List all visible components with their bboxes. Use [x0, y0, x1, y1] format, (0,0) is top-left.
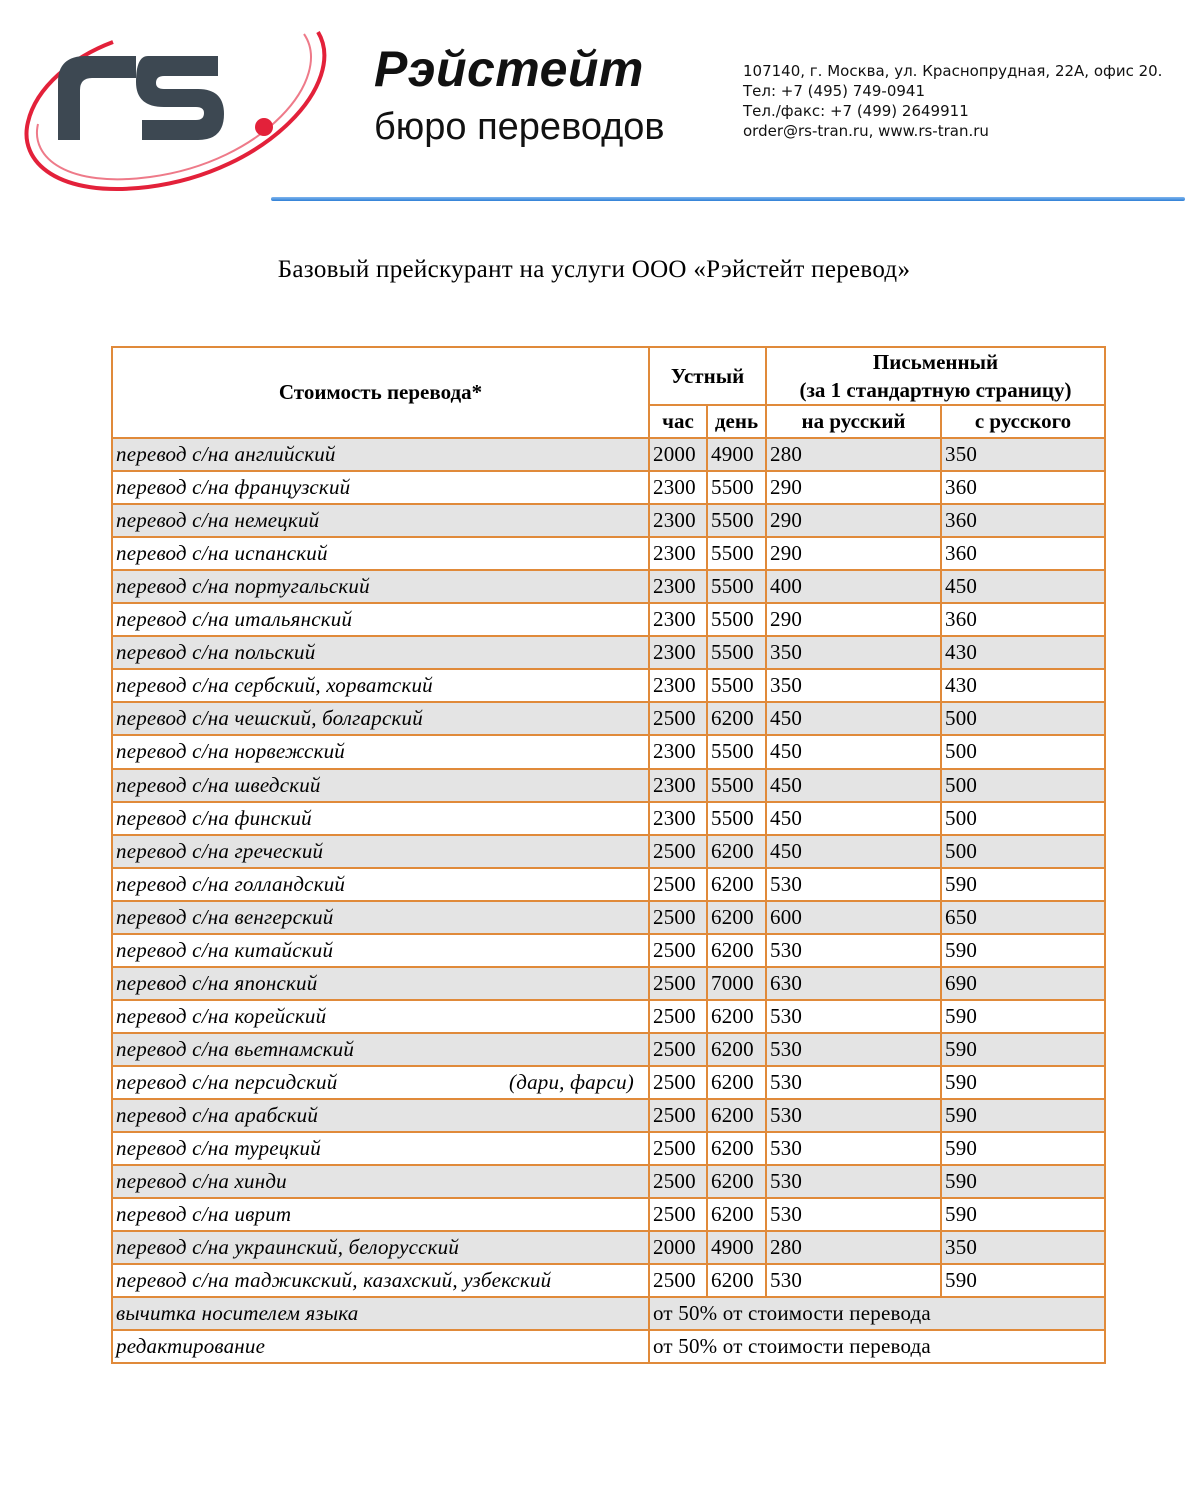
language-cell [112, 603, 649, 636]
price-to-russian: 450 [766, 735, 941, 768]
price-from-russian: 450 [941, 570, 1105, 603]
language-note: (дари, фарси) [509, 1069, 634, 1094]
language-label: перевод с/на польский [116, 640, 316, 665]
language-cell [112, 769, 649, 802]
price-day: 6200 [707, 1165, 766, 1198]
price-to-russian: 530 [766, 1099, 941, 1132]
language-cell [112, 1099, 649, 1132]
price-hour: 2300 [649, 504, 707, 537]
language-label: перевод с/на испанский [116, 541, 328, 566]
language-label: перевод с/на украинский, белорусский [116, 1235, 460, 1260]
price-hour: 2500 [649, 835, 707, 868]
document-title: Базовый прейскурант на услуги ООО «Рэйстейт перевод» [277, 256, 911, 283]
price-from-russian: 350 [941, 1231, 1105, 1264]
table-row [112, 934, 1105, 967]
rs-logo [18, 12, 338, 202]
price-day: 6200 [707, 1000, 766, 1033]
language-cell [112, 636, 649, 669]
language-label: перевод с/на иврит [116, 1202, 292, 1227]
language-cell [112, 967, 649, 1000]
price-day: 5500 [707, 636, 766, 669]
price-hour: 2500 [649, 901, 707, 934]
price-day: 5500 [707, 802, 766, 835]
price-to-russian: 530 [766, 1165, 941, 1198]
price-hour: 2300 [649, 735, 707, 768]
table-row [112, 1198, 1105, 1231]
price-from-russian: 500 [941, 769, 1105, 802]
price-from-russian: 590 [941, 934, 1105, 967]
price-hour: 2300 [649, 636, 707, 669]
price-hour: 2300 [649, 603, 707, 636]
header-written-line1: Письменный [872, 350, 999, 374]
price-hour: 2500 [649, 1099, 707, 1132]
price-day: 4900 [707, 438, 766, 471]
price-hour: 2500 [649, 934, 707, 967]
price-to-russian: 400 [766, 570, 941, 603]
price-from-russian: 590 [941, 1033, 1105, 1066]
language-label: перевод с/на китайский [116, 937, 334, 962]
table-row [112, 669, 1105, 702]
price-day: 6200 [707, 1033, 766, 1066]
price-hour: 2500 [649, 1264, 707, 1297]
language-label: перевод с/на венгерский [116, 904, 334, 929]
price-day: 5500 [707, 471, 766, 504]
language-cell [112, 1000, 649, 1033]
price-from-russian: 590 [941, 1099, 1105, 1132]
price-hour: 2500 [649, 868, 707, 901]
service-label: редактирование [112, 1330, 649, 1363]
price-hour: 2500 [649, 1165, 707, 1198]
language-cell [112, 1165, 649, 1198]
language-cell [112, 901, 649, 934]
header-written-line2: (за 1 стандартную страницу) [799, 378, 1072, 402]
price-to-russian: 530 [766, 868, 941, 901]
price-day: 6200 [707, 868, 766, 901]
price-day: 6200 [707, 934, 766, 967]
price-day: 5500 [707, 570, 766, 603]
language-cell [112, 669, 649, 702]
language-cell [112, 438, 649, 471]
company-name: Рэйстейт [374, 41, 644, 97]
language-label: перевод с/на корейский [116, 1003, 327, 1028]
table-row [112, 967, 1105, 1000]
language-cell [112, 735, 649, 768]
price-hour: 2300 [649, 802, 707, 835]
price-day: 6200 [707, 1264, 766, 1297]
company-subtitle: бюро переводов [374, 106, 665, 148]
price-from-russian: 690 [941, 967, 1105, 1000]
header-cost: Стоимость перевода* [112, 347, 649, 438]
contact-block [743, 61, 1162, 141]
table-row [112, 570, 1105, 603]
price-to-russian: 450 [766, 769, 941, 802]
language-label: перевод с/на японский [116, 970, 318, 995]
price-hour: 2500 [649, 702, 707, 735]
price-to-russian: 600 [766, 901, 941, 934]
price-to-russian: 630 [766, 967, 941, 1000]
language-cell [112, 471, 649, 504]
language-cell [112, 1033, 649, 1066]
header-hour: час [649, 405, 707, 438]
language-label: перевод с/на французский [116, 475, 351, 500]
header-divider [271, 197, 1185, 201]
price-to-russian: 530 [766, 1066, 941, 1099]
price-hour: 2300 [649, 570, 707, 603]
contact-email-web: order@rs-tran.ru, www.rs-tran.ru [743, 122, 989, 140]
price-from-russian: 650 [941, 901, 1105, 934]
language-cell [112, 934, 649, 967]
language-cell [112, 802, 649, 835]
price-day: 5500 [707, 735, 766, 768]
price-from-russian: 590 [941, 868, 1105, 901]
price-from-russian: 590 [941, 1264, 1105, 1297]
language-label: перевод с/на голландский [116, 871, 346, 896]
price-to-russian: 450 [766, 835, 941, 868]
price-from-russian: 430 [941, 669, 1105, 702]
price-to-russian: 530 [766, 1264, 941, 1297]
table-row [112, 1330, 1105, 1363]
table-row [112, 835, 1105, 868]
price-day: 5500 [707, 537, 766, 570]
table-row [112, 537, 1105, 570]
table-row [112, 471, 1105, 504]
language-label: перевод с/на арабский [116, 1103, 319, 1127]
contact-address: 107140, г. Москва, ул. Краснопрудная, 22А, офис 20. [743, 62, 1163, 80]
table-row [112, 868, 1105, 901]
price-from-russian: 500 [941, 735, 1105, 768]
table-row [112, 1033, 1105, 1066]
price-day: 5500 [707, 669, 766, 702]
price-from-russian: 590 [941, 1165, 1105, 1198]
table-row [112, 1066, 1105, 1099]
price-day: 6200 [707, 1132, 766, 1165]
price-day: 5500 [707, 769, 766, 802]
table-row [112, 603, 1105, 636]
language-label: перевод с/на чешский, болгарский [116, 706, 423, 731]
price-hour: 2000 [649, 438, 707, 471]
header-written [766, 347, 1105, 405]
table-row [112, 735, 1105, 768]
price-to-russian: 450 [766, 802, 941, 835]
table-row [112, 901, 1105, 934]
price-day: 6200 [707, 702, 766, 735]
service-label: вычитка носителем языка [112, 1297, 649, 1330]
price-from-russian: 590 [941, 1198, 1105, 1231]
price-hour: 2500 [649, 1000, 707, 1033]
price-from-russian: 350 [941, 438, 1105, 471]
language-cell [112, 1198, 649, 1231]
contact-fax: Тел./факс: +7 (499) 2649911 [743, 102, 969, 120]
price-to-russian: 350 [766, 669, 941, 702]
price-to-russian: 530 [766, 934, 941, 967]
header-oral: Устный [649, 347, 766, 405]
language-cell [112, 835, 649, 868]
language-label: перевод с/на таджикский, казахский, узбекский [116, 1268, 552, 1293]
price-day: 7000 [707, 967, 766, 1000]
price-hour: 2300 [649, 669, 707, 702]
header-to-russian: на русский [766, 405, 941, 438]
price-hour: 2500 [649, 1198, 707, 1231]
language-label: перевод с/на итальянский [116, 607, 353, 632]
price-day: 5500 [707, 603, 766, 636]
table-row [112, 702, 1105, 735]
price-hour: 2500 [649, 1132, 707, 1165]
language-label: перевод с/на хинди [116, 1169, 287, 1194]
table-row [112, 1297, 1105, 1330]
table-row [112, 802, 1105, 835]
price-to-russian: 290 [766, 504, 941, 537]
table-row [112, 504, 1105, 537]
price-to-russian: 290 [766, 603, 941, 636]
price-hour: 2300 [649, 537, 707, 570]
price-to-russian: 280 [766, 1231, 941, 1264]
price-from-russian: 500 [941, 802, 1105, 835]
table-row [112, 636, 1105, 669]
price-to-russian: 530 [766, 1033, 941, 1066]
price-hour: 2500 [649, 1066, 707, 1099]
language-label: перевод с/на шведский [116, 772, 321, 797]
price-from-russian: 360 [941, 504, 1105, 537]
header-day: день [707, 405, 766, 438]
language-label: перевод с/на норвежский [116, 739, 345, 764]
language-cell [112, 1231, 649, 1264]
table-row [112, 1000, 1105, 1033]
price-from-russian: 590 [941, 1000, 1105, 1033]
price-from-russian: 360 [941, 471, 1105, 504]
price-to-russian: 350 [766, 636, 941, 669]
table-row [112, 1132, 1105, 1165]
language-label: перевод с/на финский [116, 805, 312, 830]
language-label: перевод с/на португальский [116, 574, 370, 599]
price-hour: 2500 [649, 967, 707, 1000]
price-to-russian: 530 [766, 1198, 941, 1231]
language-cell [112, 868, 649, 901]
language-label: перевод с/на английский [116, 442, 336, 467]
price-day: 6200 [707, 835, 766, 868]
price-table [111, 346, 1106, 1364]
price-table-body [112, 438, 1105, 1363]
table-row [112, 1165, 1105, 1198]
price-day: 4900 [707, 1231, 766, 1264]
table-row [112, 1231, 1105, 1264]
price-from-russian: 500 [941, 702, 1105, 735]
price-to-russian: 290 [766, 471, 941, 504]
price-to-russian: 450 [766, 702, 941, 735]
language-label: перевод с/на сербский, хорватский [116, 673, 433, 698]
price-from-russian: 360 [941, 537, 1105, 570]
language-label: перевод с/на турецкий [116, 1136, 321, 1161]
price-day: 6200 [707, 901, 766, 934]
price-hour: 2000 [649, 1231, 707, 1264]
price-hour: 2500 [649, 1033, 707, 1066]
language-cell [112, 537, 649, 570]
table-row [112, 438, 1105, 471]
price-from-russian: 430 [941, 636, 1105, 669]
header-from-russian: с русского [941, 405, 1105, 438]
language-label: перевод с/на персидский [116, 1069, 338, 1094]
price-day: 6200 [707, 1066, 766, 1099]
price-to-russian: 530 [766, 1000, 941, 1033]
price-day: 5500 [707, 504, 766, 537]
price-from-russian: 590 [941, 1066, 1105, 1099]
table-row [112, 1099, 1105, 1132]
price-from-russian: 360 [941, 603, 1105, 636]
language-cell [112, 702, 649, 735]
price-day: 6200 [707, 1198, 766, 1231]
price-day: 6200 [707, 1099, 766, 1132]
price-hour: 2300 [649, 769, 707, 802]
language-label: перевод с/на греческий [116, 838, 324, 863]
price-from-russian: 590 [941, 1132, 1105, 1165]
table-row [112, 769, 1105, 802]
price-to-russian: 530 [766, 1132, 941, 1165]
language-cell [112, 1264, 649, 1297]
table-row [112, 1264, 1105, 1297]
service-price: от 50% от стоимости перевода [649, 1330, 1105, 1363]
price-to-russian: 290 [766, 537, 941, 570]
language-cell [112, 1066, 649, 1099]
letterhead [0, 0, 1188, 215]
contact-phone: Тел: +7 (495) 749-0941 [743, 82, 925, 100]
language-label: перевод с/на немецкий [116, 508, 320, 533]
language-cell [112, 570, 649, 603]
language-cell [112, 1132, 649, 1165]
service-price: от 50% от стоимости перевода [649, 1297, 1105, 1330]
price-hour: 2300 [649, 471, 707, 504]
price-from-russian: 500 [941, 835, 1105, 868]
language-cell [112, 504, 649, 537]
language-label: перевод с/на вьетнамский [116, 1036, 355, 1061]
price-to-russian: 280 [766, 438, 941, 471]
